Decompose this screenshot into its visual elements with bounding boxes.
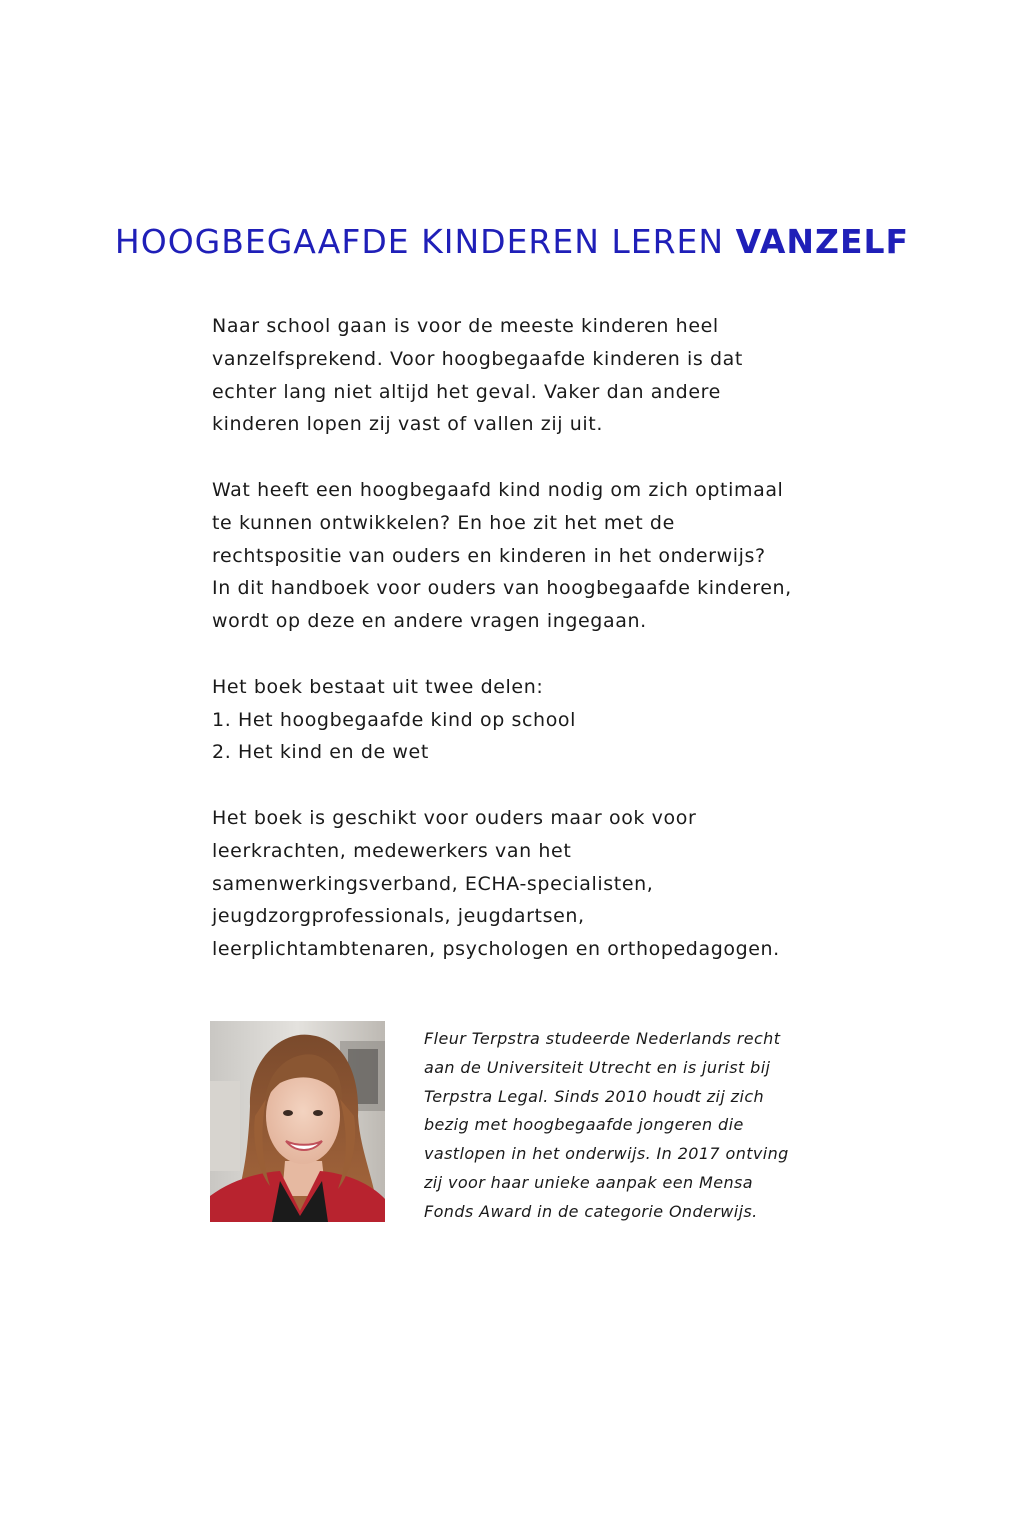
bio-line: Fleur Terpstra studeerde Nederlands recht bbox=[424, 1029, 781, 1048]
description-body bbox=[212, 310, 832, 999]
text-line: Naar school gaan is voor de meeste kinderen heel bbox=[212, 315, 719, 337]
text-line: Wat heeft een hoogbegaafd kind nodig om zich optimaal bbox=[212, 478, 784, 501]
text-line: rechtspositie van ouders en kinderen in het onderwijs? bbox=[212, 544, 766, 567]
text-line: leerkrachten, medewerkers van het bbox=[212, 839, 572, 862]
bio-line: bezig met hoogbegaafde jongeren die bbox=[424, 1115, 744, 1135]
paragraph-questions bbox=[212, 474, 832, 638]
bio-line: Fonds Award in de categorie Onderwijs. bbox=[424, 1201, 758, 1221]
title-bold-part: VANZELF bbox=[735, 222, 910, 261]
text-line: te kunnen ontwikkelen? En hoe zit het met de bbox=[212, 511, 675, 534]
text-line: leerplichtambtenaren, psychologen en orthopedagogen. bbox=[212, 938, 780, 961]
title-light-part: HOOGBEGAAFDE KINDEREN LEREN bbox=[114, 222, 736, 261]
bio-line: zij voor haar unieke aanpak een Mensa bbox=[424, 1172, 753, 1192]
text-line: echter lang niet altijd het geval. Vaker dan andere bbox=[212, 380, 721, 403]
author-bio bbox=[424, 1025, 824, 1227]
text-line: In dit handboek voor ouders van hoogbegaafde kinderen, bbox=[212, 577, 792, 600]
author-photo bbox=[210, 1021, 385, 1222]
text-line: Het boek is geschikt voor ouders maar ook voor bbox=[212, 806, 697, 829]
bio-line: aan de Universiteit Utrecht en is jurist bij bbox=[424, 1057, 771, 1077]
paragraph-intro bbox=[212, 310, 832, 441]
text-line: wordt op deze en andere vragen ingegaan. bbox=[212, 610, 647, 633]
list-item: 1. Het hoogbegaafde kind op school bbox=[212, 708, 577, 731]
paragraph-audience bbox=[212, 802, 832, 966]
bio-line: Terpstra Legal. Sinds 2010 houdt zij zich bbox=[424, 1086, 765, 1106]
text-line: kinderen lopen zij vast of vallen zij uit. bbox=[212, 413, 603, 436]
text-line: jeugdzorgprofessionals, jeugdartsen, bbox=[212, 905, 585, 928]
page-title bbox=[0, 222, 1024, 261]
text-line: Het boek bestaat uit twee delen: bbox=[212, 675, 544, 698]
list-item: 2. Het kind en de wet bbox=[212, 741, 429, 764]
paragraph-parts bbox=[212, 671, 832, 769]
text-line: samenwerkingsverband, ECHA-specialisten, bbox=[212, 872, 654, 895]
bio-line: vastlopen in het onderwijs. In 2017 ontving bbox=[424, 1144, 789, 1164]
text-line: vanzelfsprekend. Voor hoogbegaafde kinderen is dat bbox=[212, 347, 743, 370]
